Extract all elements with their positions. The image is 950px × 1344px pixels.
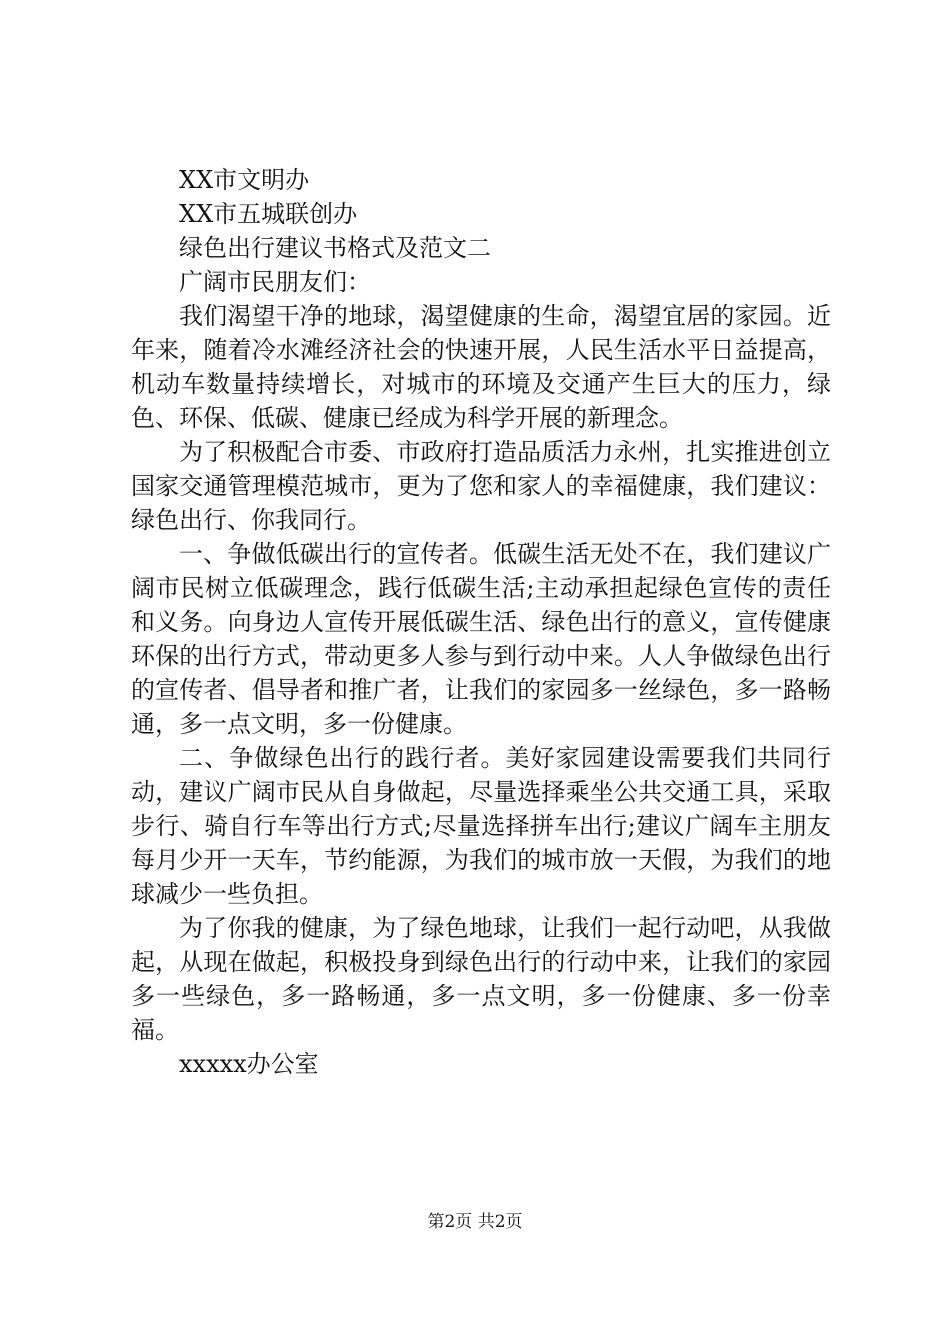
paragraph-intro: 我们渴望干净的地球，渴望健康的生命，渴望宜居的家园。近年来，随着冷水滩经济社会的快速开展，人民生活水平日益提高，机动车数量持续增长，对城市的环境及交通产生巨大的压力，绿色、环保、低碳、健康已经成为科学开展的新理念。	[131, 302, 831, 432]
signature: xxxxx办公室	[179, 1050, 319, 1078]
page-number: 第2页 共2页	[427, 1212, 523, 1232]
paragraph-proposal: 为了积极配合市委、市政府打造品质活力永州，扎实推进创立国家交通管理模范城市，更为了您和家人的幸福健康，我们建议：绿色出行、你我同行。	[131, 438, 831, 534]
paragraph-point-two: 二、争做绿色出行的践行者。美好家园建设需要我们共同行动，建议广阔市民从自身做起，尽量选择乘坐公共交通工具，采取步行、骑自行车等出行方式;尽量选择拼车出行;建议广阔车主朋友每月少开一天车，节约能源，为我们的城市放一天假，为我们的地球减少一些负担。	[131, 744, 831, 908]
paragraph-point-one: 一、争做低碳出行的宣传者。低碳生活无处不在，我们建议广阔市民树立低碳理念，践行低碳生活;主动承担起绿色宣传的责任和义务。向身边人宣传开展低碳生活、绿色出行的意义，宣传健康环保的出行方式，带动更多人参与到行动中来。人人争做绿色出行的宣传者、倡导者和推广者，让我们的家园多一丝绿色，多一路畅通，多一点文明，多一份健康。	[131, 540, 831, 738]
document-title: 绿色出行建议书格式及范文二	[179, 234, 491, 262]
paragraph-closing: 为了你我的健康，为了绿色地球，让我们一起行动吧，从我做起，从现在做起，积极投身到绿色出行的行动中来，让我们的家园多一些绿色，多一路畅通，多一点文明，多一份健康、多一份幸福。	[131, 914, 831, 1044]
sender-line-2: XX市五城联创办	[179, 200, 358, 228]
sender-line-1: XX市文明办	[179, 166, 310, 194]
salutation: 广阔市民朋友们：	[179, 268, 371, 296]
document-body	[131, 163, 831, 1081]
